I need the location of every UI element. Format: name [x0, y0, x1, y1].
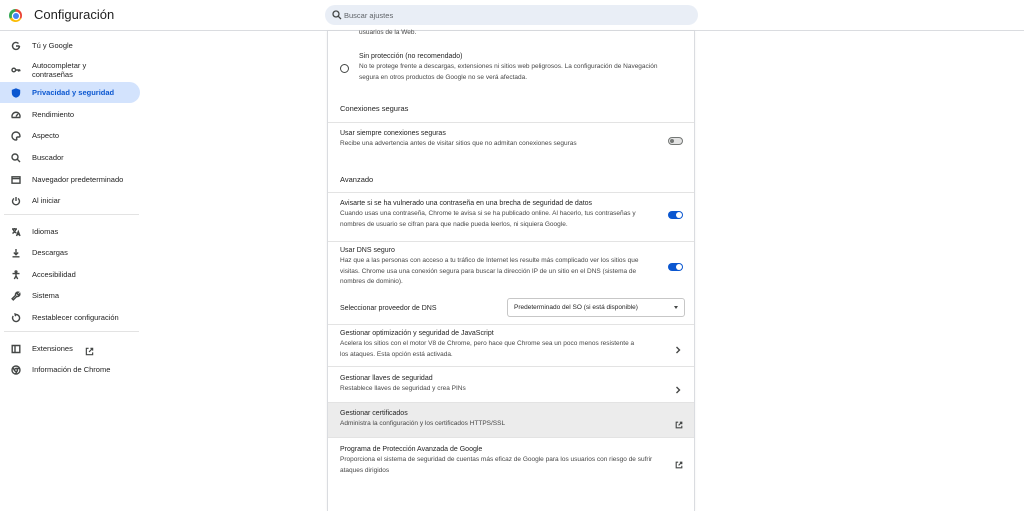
section-heading-advanced: Avanzado [340, 175, 374, 184]
sidebar-item-label: Extensiones [32, 344, 73, 353]
power-icon [10, 195, 21, 206]
sidebar-item-label: Información de Chrome [32, 365, 111, 374]
palette-icon [10, 130, 21, 141]
secure-dns-toggle[interactable] [668, 263, 683, 271]
sidebar-divider [4, 214, 139, 215]
setting-title: Gestionar optimización y seguridad de JavaScript [340, 330, 494, 337]
open-in-new-icon [675, 416, 683, 424]
open-in-new-icon [675, 456, 683, 464]
accessibility-icon [10, 269, 21, 280]
setting-title: Usar siempre conexiones seguras [340, 130, 446, 137]
reset-icon [10, 312, 21, 323]
sidebar-item-you-and-google[interactable] [0, 35, 140, 56]
sidebar-item-label: Descargas [32, 248, 68, 257]
sidebar-item-label: Privacidad y seguridad [32, 88, 115, 97]
sidebar-item-appearance[interactable] [0, 125, 140, 146]
sidebar-item-extensions[interactable] [0, 338, 140, 359]
dns-provider-row [328, 296, 694, 322]
always-secure-row[interactable] [328, 122, 694, 157]
password-breach-toggle[interactable] [668, 211, 683, 219]
sidebar-item-label: Rendimiento [32, 110, 75, 119]
google-icon [10, 40, 21, 51]
setting-title: Programa de Protección Avanzada de Google [340, 446, 483, 453]
setting-description: Administra la configuración y los certificados HTTPS/SSL [340, 420, 506, 427]
password-breach-row[interactable] [328, 192, 694, 241]
chrome-icon [10, 364, 21, 375]
sidebar [0, 31, 150, 511]
search-icon [10, 152, 21, 163]
setting-title: Avisarte si se ha vulnerado una contraseña en una brecha de seguridad de datos [340, 200, 593, 207]
shield-icon [10, 87, 21, 98]
chevron-right-icon [674, 381, 682, 389]
page-title: Configuración [34, 7, 115, 22]
certificates-row[interactable] [328, 402, 694, 437]
sidebar-item-accessibility[interactable] [0, 264, 140, 285]
sidebar-item-label: Accesibilidad [32, 270, 76, 279]
setting-title: Usar DNS seguro [340, 247, 395, 254]
download-icon [10, 247, 21, 258]
secure-dns-row[interactable] [328, 241, 694, 299]
sidebar-item-about-chrome[interactable] [0, 359, 140, 380]
search-input[interactable] [344, 5, 684, 25]
no-protection-option[interactable] [328, 49, 694, 95]
no-protection-radio[interactable] [340, 64, 349, 73]
dns-provider-select[interactable] [507, 298, 685, 317]
dns-provider-label: Seleccionar proveedor de DNS [340, 305, 437, 312]
section-heading-secure-connections: Conexiones seguras [340, 104, 409, 113]
setting-title: Gestionar certificados [340, 410, 408, 417]
dns-provider-selected: Predeterminado del SO (si está disponible) [514, 304, 638, 311]
sidebar-item-search-engine[interactable] [0, 147, 140, 168]
setting-description: Acelera los sitios con el motor V8 de Chrome, pero hace que Chrome sea un poco menos resistente a los ataques. Esta opción está activada. [340, 340, 635, 358]
browser-icon [10, 174, 21, 185]
setting-description: Proporciona el sistema de seguridad de cuentas más eficaz de Google para los usuarios con riesgo de sufrir ataques dirigidos [340, 456, 653, 474]
setting-description: Recibe una advertencia antes de visitar sitios que no admitan conexiones seguras [340, 140, 577, 147]
javascript-row[interactable] [328, 324, 694, 366]
option-description: No te protege frente a descargas, extensiones ni sitios web peligrosos. La configuración de Navegación segura en otros productos de Google no se verá afectada. [359, 63, 658, 81]
setting-description: Restablece llaves de seguridad y crea PINs [340, 385, 466, 392]
sidebar-item-label: Restablecer configuración [32, 313, 119, 322]
settings-card [327, 31, 695, 511]
search-box[interactable] [325, 5, 698, 25]
option-title: Sin protección (no recomendado) [359, 53, 463, 60]
speedometer-icon [10, 109, 21, 120]
advanced-protection-row[interactable] [328, 437, 694, 481]
sidebar-item-label: Al iniciar [32, 196, 61, 205]
chevron-right-icon [674, 341, 682, 349]
setting-title: Gestionar llaves de seguridad [340, 375, 433, 382]
setting-description: Haz que a las personas con acceso a tu tráfico de Internet les resulte más complicado ver los sitios que visitas. Chrome usa una conexión segura para buscar la dirección IP de un sitio en el DNS (sistema de nombres de dominio). [340, 257, 639, 285]
sidebar-item-system[interactable] [0, 285, 140, 306]
sidebar-item-label: Aspecto [32, 131, 60, 140]
top-bar [0, 0, 1024, 31]
sidebar-divider [4, 331, 139, 332]
always-secure-toggle[interactable] [668, 137, 683, 145]
sidebar-item-label: Autocompletar y contraseñas [32, 61, 87, 79]
sidebar-item-privacy-security[interactable] [0, 82, 140, 103]
sidebar-item-languages[interactable] [0, 221, 140, 242]
chrome-logo-icon [9, 9, 22, 22]
translate-icon [10, 226, 21, 237]
sidebar-item-default-browser[interactable] [0, 169, 140, 190]
wrench-icon [10, 290, 21, 301]
sidebar-item-performance[interactable] [0, 104, 140, 125]
key-icon [10, 65, 21, 76]
sidebar-item-downloads[interactable] [0, 242, 140, 263]
setting-description: Cuando usas una contraseña, Chrome te avisa si se ha publicado online. Al hacerlo, tus contraseñas y nombres de usuario se cifran para que nadie pueda leerlos, ni siquiera Google. [340, 210, 636, 228]
search-icon [332, 10, 342, 20]
sidebar-item-label: Tú y Google [32, 41, 73, 50]
open-in-new-icon [85, 343, 94, 352]
sidebar-item-on-startup[interactable] [0, 190, 140, 211]
sidebar-item-label: Idiomas [32, 227, 59, 236]
puzzle-icon [10, 343, 21, 354]
sidebar-item-reset-settings[interactable] [0, 307, 140, 328]
sidebar-item-autofill[interactable] [0, 58, 140, 82]
sidebar-item-label: Navegador predeterminado [32, 175, 124, 184]
chevron-down-icon [674, 306, 678, 309]
clipped-description: usuarios de la Web. [359, 29, 417, 36]
sidebar-item-label: Sistema [32, 291, 60, 300]
security-keys-row[interactable] [328, 366, 694, 402]
sidebar-item-label: Buscador [32, 153, 64, 162]
